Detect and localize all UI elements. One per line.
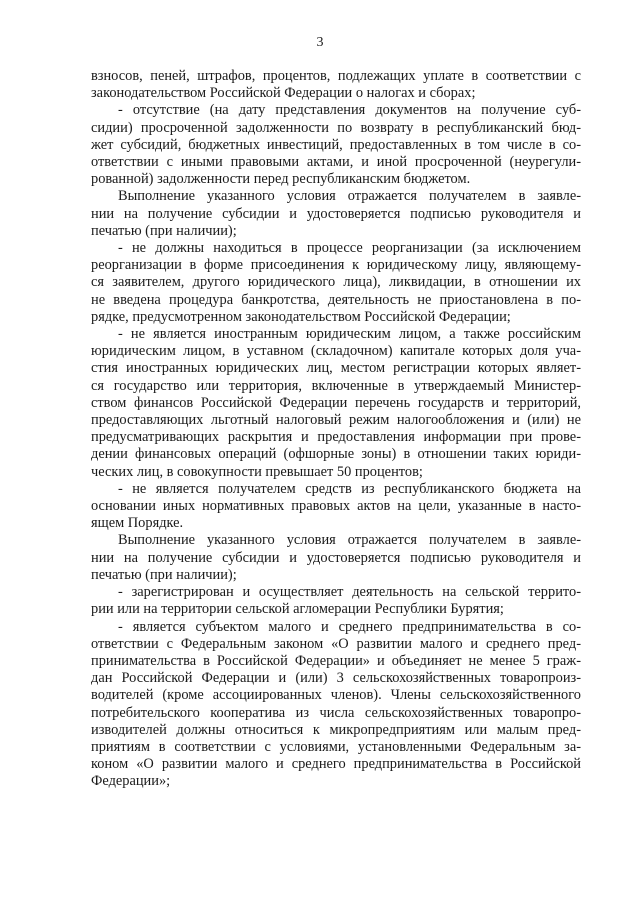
paragraph [91,102,581,188]
text-line: потребительского кооператива из числа сельскохозяйственных товаропро- [91,704,581,721]
paragraph [91,326,581,481]
text-line: нии на получение субсидии и удостоверяется подписью руководителя и [91,549,581,566]
text-line: ответствии с Федеральным законом «О развитии малого и среднего пред- [91,635,581,652]
text-line: ся заявителем, другого юридического лица), ликвидации, в отношении их [91,274,581,291]
text-line: стия иностранных юридических лиц, местом регистрации которых являет- [91,360,581,377]
text-line: Федерации»; [91,773,171,790]
text-line: коном «О развитии малого и среднего предпринимательства в Российской [91,756,581,773]
text-line: - зарегистрирован и осуществляет деятельность на сельской террито- [118,584,581,601]
text-line: - не является получателем средств из республиканского бюджета на [118,480,581,497]
text-line: дан Российской Федерации и (или) 3 сельскохозяйственных товаропроиз- [91,670,581,687]
text-line: сидии) просроченной задолженности по возврату в республиканский бюд- [91,119,581,136]
text-line: ческих лиц, в совокупности превышает 50 процентов; [91,463,423,480]
text-line: ся государство или территория, включенные в утверждаемый Министер- [91,377,581,394]
text-line: взносов, пеней, штрафов, процентов, подлежащих уплате в соответствии с [91,68,581,84]
text-line: законодательством Российской Федерации о налогах и сборах; [91,85,476,102]
text-line: рии или на территории сельской агломерации Республики Бурятия; [91,601,504,618]
paragraph [91,240,581,326]
text-line: предоставляющих льготный налоговый режим налогообложения и (или) не [91,412,581,429]
text-line: печатью (при наличии); [91,222,237,239]
text-line: Выполнение указанного условия отражается получателем в заявле- [118,532,581,549]
paragraph [91,619,581,791]
paragraph [91,584,581,618]
text-line: - отсутствие (на дату представления документов на получение суб- [118,102,581,119]
page-number: 3 [316,35,324,50]
text-line: предусматривающих раскрытия и предоставления информации при прове- [91,429,581,446]
text-line: ответствии с иными правовыми актами, и иной просроченной (неурегули- [91,154,581,171]
text-line: реорганизации в форме присоединения к юридическому лицу, являющему- [91,257,581,274]
text-line: ством финансов Российской Федерации перечень государств и территорий, [91,394,581,411]
text-line: принимательства в Российской Федерации» и объединяет не менее 5 граж- [91,652,581,669]
text-line: печатью (при наличии); [91,566,237,583]
paragraph [91,481,581,533]
text-line: основании иных нормативных правовых актов на цели, указанные в насто- [91,498,581,515]
text-line: нии на получение субсидии и удостоверяется подписью руководителя и [91,205,581,222]
text-line: - не должны находиться в процессе реорганизации (за исключением [118,240,581,257]
text-line: водителей (кроме ассоциированных членов). Члены сельскохозяйственного [91,687,581,704]
text-line: не введена процедура банкротства, деятельность не приостановлена в по- [91,291,581,308]
text-line: приятиям в соответствии с условиями, установленными Федеральным за- [91,738,581,755]
paragraph [91,68,581,102]
text-line: рядке, предусмотренном законодательством Российской Федерации; [91,308,511,325]
text-line: юридическим лицом, в уставном (складочном) капитале которых доля уча- [91,343,581,360]
paragraph [91,532,581,584]
text-line: - является субъектом малого и среднего предпринимательства в со- [118,618,581,635]
text-line: ящем Порядке. [91,515,184,532]
text-line: дении финансовых операций (офшорные зоны) в отношении таких юриди- [91,446,581,463]
paragraph [91,188,581,240]
document-body [91,68,581,791]
text-line: - не является иностранным юридическим лицом, а также российским [118,326,581,343]
text-line: жет субсидий, бюджетных инвестиций, предоставленных в том числе в со- [91,136,581,153]
text-line: изводителей должны относиться к микропредприятиям или малым пред- [91,721,581,738]
text-line: Выполнение указанного условия отражается получателем в заявле- [118,188,581,205]
text-line: рованной) задолженности перед республиканским бюджетом. [91,171,471,188]
